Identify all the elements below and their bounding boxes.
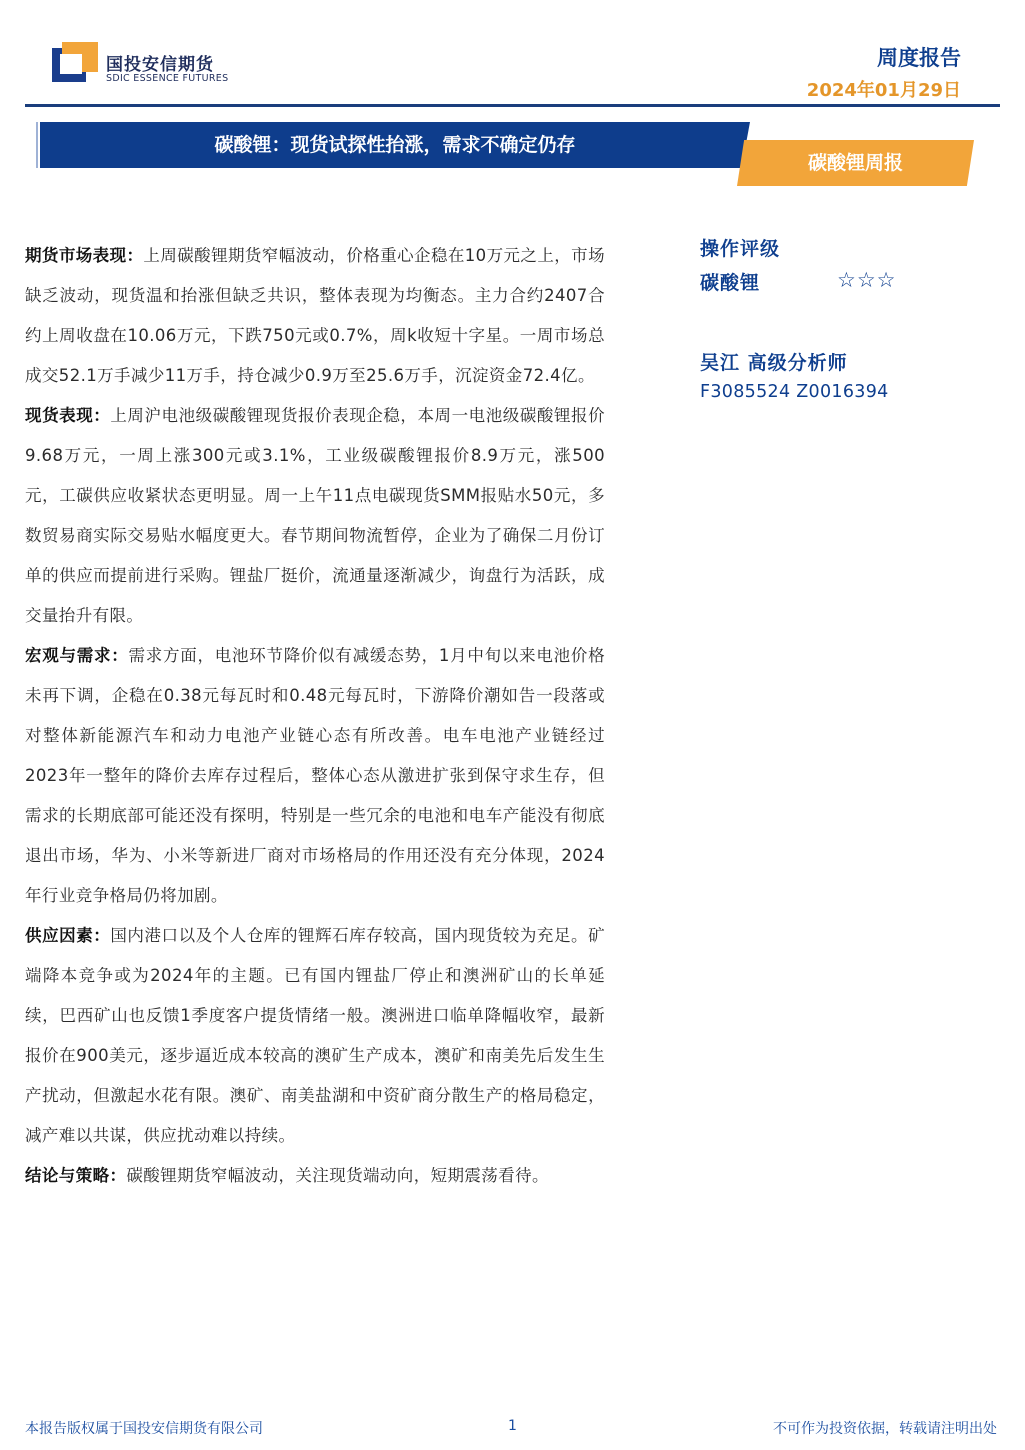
section-spot [25, 396, 605, 636]
section-text: 碳酸锂期货窄幅波动，关注现货端动向，短期震荡看待。 [126, 1166, 549, 1185]
section-supply [25, 916, 605, 1156]
footer-disclaimer: 不可作为投资依据，转载请注明出处 [773, 1421, 997, 1437]
footer-copyright: 本报告版权属于国投安信期货有限公司 [25, 1421, 263, 1437]
rating-stars-icon: ☆☆☆ [837, 268, 897, 292]
section-text: 国内港口以及个人仓库的锂辉石库存较高，国内现货较为充足。矿端降本竞争或为2024年的主题。已有国内锂盐厂停止和澳洲矿山的长单延续，巴西矿山也反馈1季度客户提货情绪一般。澳洲进口临单降幅收窄，最新报价在900美元，逐步逼近成本较高的澳矿生产成本，澳矿和南美先后发生生产扰动，但激起水花有限。澳矿、南美盐湖和中资矿商分散生产的格局稳定，减产难以共谋，供应扰动难以持续。 [25, 926, 606, 1145]
section-futures [25, 236, 605, 396]
report-tag: 碳酸锂周报 [807, 152, 903, 174]
report-type: 周度报告 [877, 46, 961, 70]
rating-title: 操作评级 [700, 238, 781, 260]
section-heading: 现货表现： [25, 406, 111, 425]
analyst-name: 吴江 高级分析师 [700, 352, 848, 374]
page-number: 1 [508, 1418, 517, 1434]
report-date: 2024年01月29日 [806, 80, 961, 101]
section-heading: 供应因素： [25, 926, 111, 945]
header-divider [25, 104, 1000, 107]
rating-row [700, 268, 980, 302]
sidebar [700, 234, 980, 402]
section-text: 需求方面，电池环节降价似有减缓态势，1月中旬以来电池价格未再下调，企稳在0.38元每瓦时和0.48元每瓦时，下游降价潮如告一段落或对整体新能源汽车和动力电池产业链心态有所改善。电车电池产业链经过2023年一整年的降价去库存过程后，整体心态从激进扩张到保守求生存，但需求的长期底部可能还没有探明，特别是一些冗余的电池和电车产能没有彻底退出市场，华为、小米等新进厂商对市场格局的作用还没有充分体现，2024年行业竞争格局仍将加剧。 [25, 646, 606, 905]
section-macro-demand [25, 636, 605, 916]
company-logo-icon [52, 42, 98, 84]
report-title: 碳酸锂：现货试探性抬涨，需求不确定仍存 [214, 134, 576, 156]
section-heading: 期货市场表现： [25, 246, 144, 265]
logo-text-cn: 国投安信期货 [106, 55, 214, 75]
banner-accent-line [36, 122, 38, 168]
rating-item: 碳酸锂 [700, 272, 761, 294]
section-conclusion [25, 1156, 605, 1196]
section-heading: 宏观与需求： [25, 646, 129, 665]
report-body [25, 236, 605, 1196]
section-text: 上周沪电池级碳酸锂现货报价表现企稳，本周一电池级碳酸锂报价9.68万元，一周上涨300元或3.1%，工业级碳酸锂报价8.9万元，涨500元，工碳供应收紧状态更明显。周一上午11点电碳现货SMM报贴水50元，多数贸易商实际交易贴水幅度更大。春节期间物流暂停，企业为了确保二月份订单的供应而提前进行采购。锂盐厂挺价，流通量逐渐减少，询盘行为活跃，成交量抬升有限。 [25, 406, 606, 625]
section-text: 上周碳酸锂期货窄幅波动，价格重心企稳在10万元之上，市场缺乏波动，现货温和抬涨但缺乏共识，整体表现为均衡态。主力合约2407合约上周收盘在10.06万元，下跌750元或0.7%，周k收短十字星。一周市场总成交52.1万手减少11万手，持仓减少0.9万至25.6万手，沉淀资金72.4亿。 [25, 246, 605, 385]
logo-text-en: SDIC ESSENCE FUTURES [106, 73, 229, 84]
section-heading: 结论与策略： [25, 1166, 127, 1185]
analyst-certificate: F3085524 Z0016394 [700, 382, 889, 402]
